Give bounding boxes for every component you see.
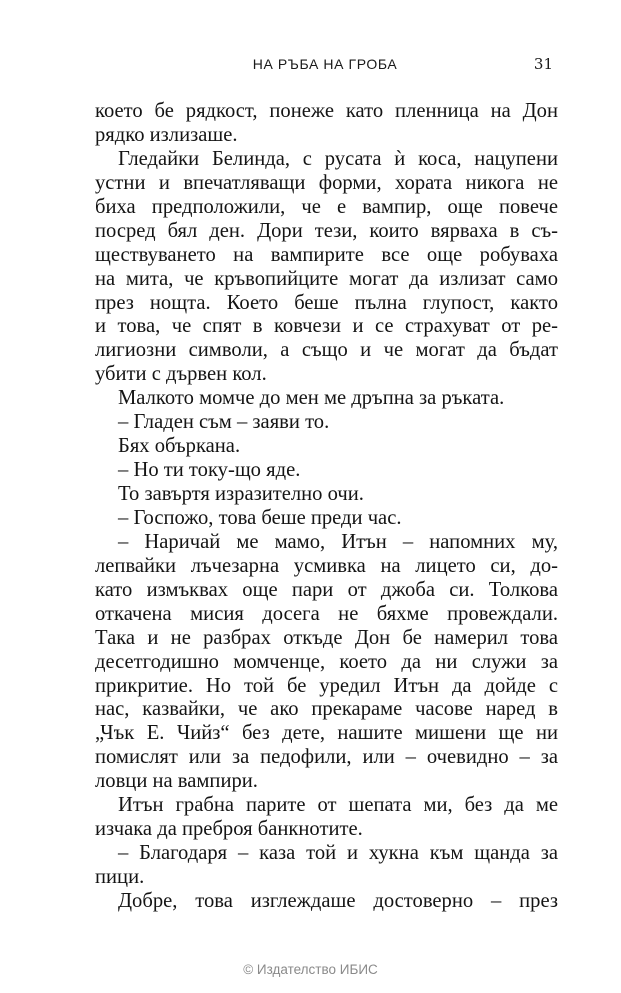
running-title: НА РЪБА НА ГРОБА (252, 56, 398, 72)
text-line: Гледайки Белинда, с русата ѝ коса, нацупени (118, 147, 558, 170)
text-line: лепвайки лъчезарна усмивка на лицето си, до- (95, 554, 558, 577)
text-line: посред бял ден. Дори тези, които вярваха в съ- (95, 219, 558, 242)
text-line: като измъквах още пари от джоба си. Толкова (95, 578, 558, 601)
text-line: Бях объркана. (118, 435, 241, 458)
text-line: през нощта. Което беше пълна глупост, както (95, 291, 558, 314)
running-header (95, 52, 555, 76)
text-line: изчака да преброя банкнотите. (95, 818, 363, 841)
text-line: помислят или за педофили, или – очевидно – за (95, 746, 558, 769)
text-line: Малкото момче до мен ме дръпна за ръката. (118, 387, 505, 410)
page-number: 31 (533, 55, 553, 73)
text-line: ществуването на вампирите все още робуваха (95, 243, 558, 266)
text-line: – Но ти току-що яде. (118, 459, 301, 482)
text-line: и това, че спят в ковчези и се страхуват от ре- (95, 315, 558, 338)
text-line: Така и не разбрах откъде Дон бе намерил това (95, 626, 558, 649)
text-line: прикритие. Но той бе уредил Итън да дойде с (95, 674, 558, 697)
text-line: То завъртя изразително очи. (118, 483, 364, 505)
text-line: – Госпожо, това беше преди час. (118, 506, 402, 529)
text-line: – Гладен съм – заяви то. (118, 411, 330, 434)
text-line: убити с дървен кол. (95, 363, 267, 386)
text-line: Итън грабна парите от шепата ми, без да ме (118, 794, 558, 817)
text-line: – Благодаря – каза той и хукна към щанда за (118, 842, 558, 865)
text-line: ловци на вампири. (95, 770, 258, 793)
text-line: „Чък Е. Чийз“ без дете, нашите мишени ще ни (95, 722, 558, 745)
text-line: което бе рядкост, понеже като пленница на Дон (95, 100, 558, 122)
footer-copyright: © Издателство ИБИС (243, 962, 378, 977)
text-line: – Наричай ме мамо, Итън – напомних му, (118, 530, 558, 553)
text-line: нас, казвайки, че ако прекараме часове наред в (95, 698, 558, 721)
text-line: устни и впечатляващи форми, хората никога не (95, 171, 558, 194)
text-line: откачена мисия досега не бяхме провеждали. (95, 602, 558, 625)
text-line: Добре, това изглеждаше достоверно – през (118, 889, 558, 912)
text-line: на мита, че кръвопийците могат да излизат само (95, 267, 558, 290)
text-line: биха предположили, че е вампир, още повече (95, 195, 558, 218)
text-line: лигиозни символи, а също и че могат да бъдат (95, 339, 558, 362)
text-line: десетгодишно момченце, което да ни служи за (95, 650, 558, 673)
text-line: пици. (95, 866, 145, 888)
text-line: рядко излизаше. (95, 123, 238, 146)
body-text (95, 100, 558, 914)
